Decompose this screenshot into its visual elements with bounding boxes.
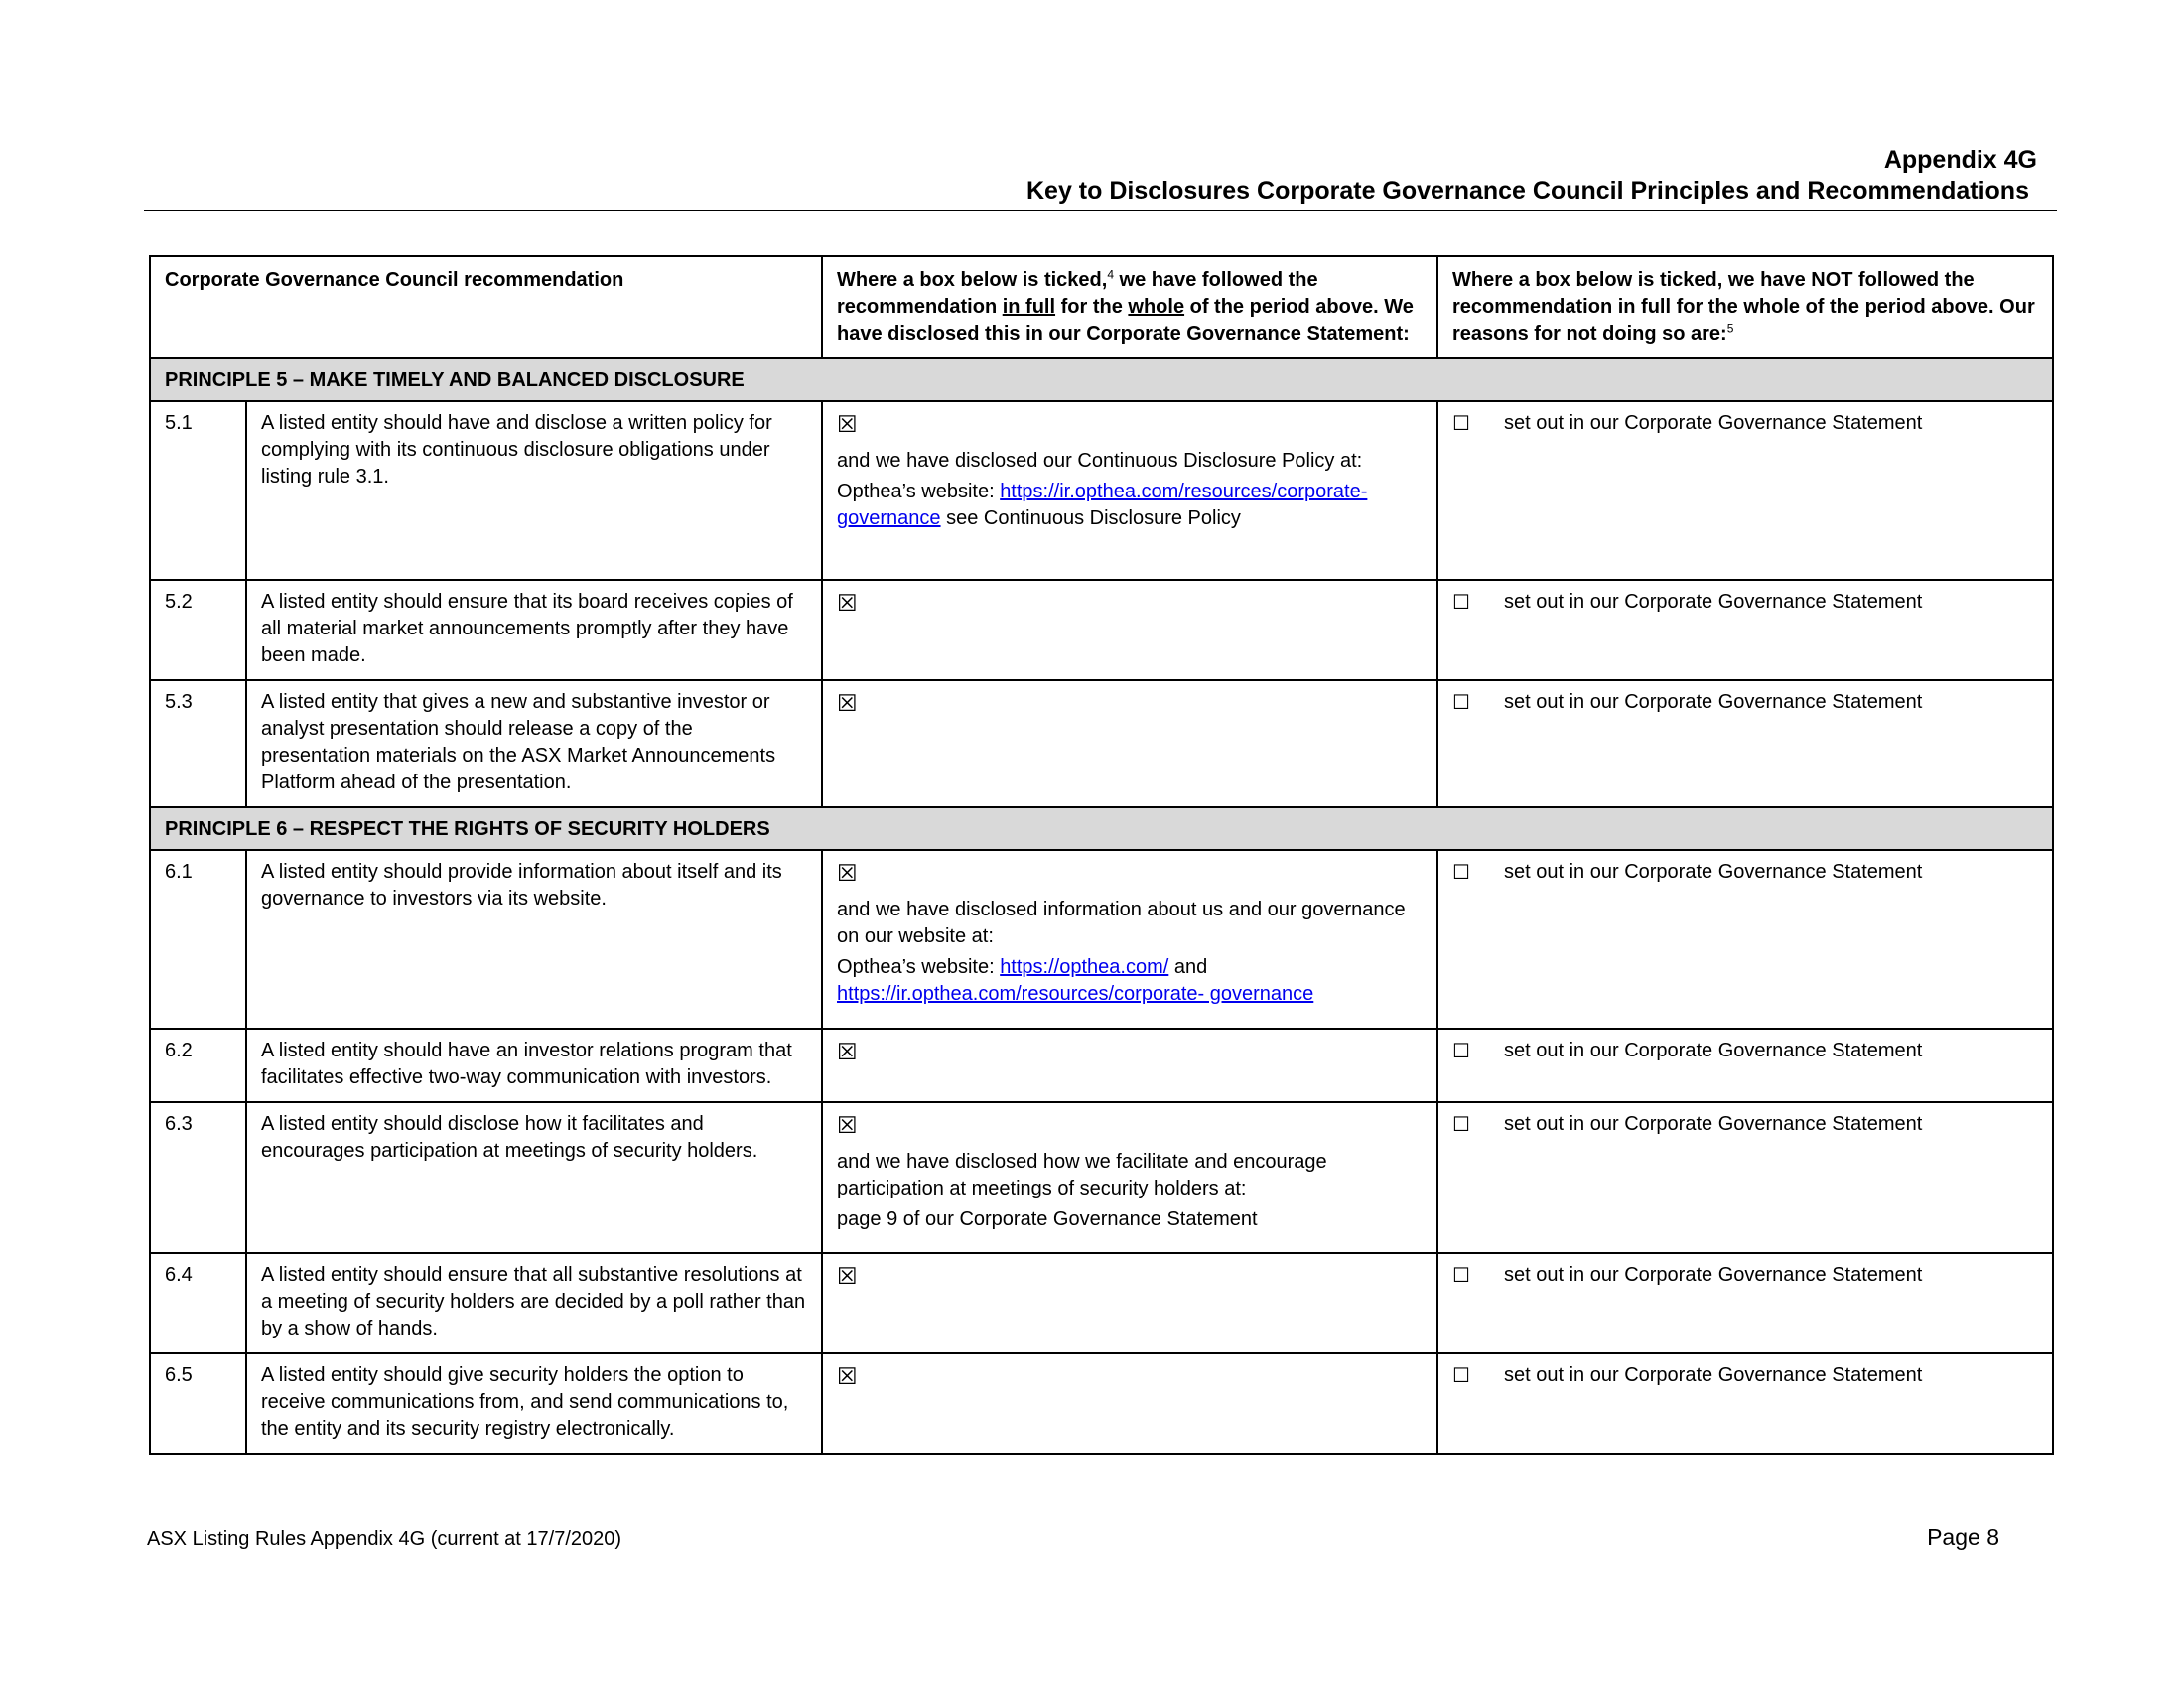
- not-followed-cell: [1437, 1029, 2053, 1102]
- rec-number: 5.1: [150, 401, 246, 580]
- not-followed-cell: [1437, 1102, 2053, 1253]
- header-divider: [144, 210, 2057, 211]
- website-link[interactable]: https://opthea.com/: [1000, 956, 1169, 978]
- not-followed-cell: [1437, 680, 2053, 807]
- page-header: [1026, 145, 2037, 207]
- unchecked-box-icon[interactable]: ☐: [1452, 1112, 1470, 1136]
- not-followed-text: set out in our Corporate Governance Statement: [1504, 1364, 1923, 1386]
- rec-text: A listed entity that gives a new and substantive investor or analyst presentation should release a copy of the presentation materials on the ASX Market Announcements Platform ahead of the presentation.: [246, 680, 822, 807]
- disclosure-location: page 9 of our Corporate Governance Statement: [837, 1208, 1258, 1230]
- rec-number: 6.1: [150, 850, 246, 1029]
- followed-cell: [822, 850, 1437, 1029]
- not-followed-cell: [1437, 1353, 2053, 1454]
- followed-cell: [822, 680, 1437, 807]
- disclosure-note: and we have disclosed how we facilitate and encourage participation at meetings of security holders at:: [837, 1151, 1327, 1199]
- not-followed-text: set out in our Corporate Governance Statement: [1504, 861, 1923, 883]
- table-row: [150, 580, 2053, 680]
- not-followed-text: set out in our Corporate Governance Statement: [1504, 1264, 1923, 1286]
- rec-number: 5.2: [150, 580, 246, 680]
- table-row: [150, 850, 2053, 1029]
- followed-cell: [822, 1102, 1437, 1253]
- followed-cell: [822, 1353, 1437, 1454]
- table-row: [150, 1102, 2053, 1253]
- not-followed-text: set out in our Corporate Governance Statement: [1504, 412, 1923, 434]
- rec-text: A listed entity should ensure that all substantive resolutions at a meeting of security holders are decided by a poll rather than by a show of hands.: [246, 1253, 822, 1353]
- principle-row: [150, 807, 2053, 850]
- checked-box-icon[interactable]: ☒: [837, 861, 858, 887]
- rec-number: 5.3: [150, 680, 246, 807]
- table-header-row: [150, 256, 2053, 358]
- followed-cell: [822, 1253, 1437, 1353]
- rec-text: A listed entity should disclose how it facilitates and encourages participation at meetings of security holders.: [246, 1102, 822, 1253]
- governance-table: [149, 255, 2054, 1455]
- disclosure-note: and we have disclosed information about us and our governance on our website at:: [837, 899, 1406, 947]
- not-followed-cell: [1437, 850, 2053, 1029]
- disclosure-location: Opthea’s website: https://opthea.com/ and https://ir.opthea.com/resources/corporate- governance: [837, 956, 1314, 1005]
- rec-text: A listed entity should ensure that its board receives copies of all material market announcements promptly after they have been made.: [246, 580, 822, 680]
- unchecked-box-icon[interactable]: ☐: [1452, 1363, 1470, 1387]
- principle-6-heading: PRINCIPLE 6 – RESPECT THE RIGHTS OF SECURITY HOLDERS: [150, 807, 2053, 850]
- not-followed-cell: [1437, 580, 2053, 680]
- checked-box-icon[interactable]: ☒: [837, 691, 858, 717]
- not-followed-text: set out in our Corporate Governance Statement: [1504, 591, 1923, 613]
- followed-cell: [822, 1029, 1437, 1102]
- not-followed-text: set out in our Corporate Governance Statement: [1504, 1040, 1923, 1061]
- unchecked-box-icon[interactable]: ☐: [1452, 1039, 1470, 1062]
- header-followed: Where a box below is ticked,$^4$ we have followed the recommendation in full for the whole of the period above. We have disclosed this in our Corporate Governance Statement:: [822, 256, 1437, 358]
- rec-number: 6.5: [150, 1353, 246, 1454]
- header-not-followed: Where a box below is ticked, we have NOT followed the recommendation in full for the whole of the period above. Our reasons for not doing so are:$^5$: [1437, 256, 2053, 358]
- unchecked-box-icon[interactable]: ☐: [1452, 411, 1470, 435]
- unchecked-box-icon[interactable]: ☐: [1452, 860, 1470, 884]
- disclosure-note: and we have disclosed our Continuous Disclosure Policy at:: [837, 450, 1363, 472]
- table-row: [150, 1029, 2053, 1102]
- checked-box-icon[interactable]: ☒: [837, 591, 858, 617]
- checked-box-icon[interactable]: ☒: [837, 412, 858, 438]
- checked-box-icon[interactable]: ☒: [837, 1364, 858, 1390]
- not-followed-text: set out in our Corporate Governance Statement: [1504, 1113, 1923, 1135]
- table-row: [150, 401, 2053, 580]
- page-number: Page 8: [1927, 1524, 1999, 1550]
- rec-number: 6.3: [150, 1102, 246, 1253]
- document-subtitle: Key to Disclosures Corporate Governance Council Principles and Recommendations: [1026, 177, 2029, 205]
- table-row: [150, 1253, 2053, 1353]
- unchecked-box-icon[interactable]: ☐: [1452, 1263, 1470, 1287]
- rec-text: A listed entity should have and disclose a written policy for complying with its continuous disclosure obligations under listing rule 3.1.: [246, 401, 822, 580]
- table-row: [150, 680, 2053, 807]
- governance-link[interactable]: https://ir.opthea.com/resources/corporate- governance: [837, 983, 1314, 1005]
- rec-number: 6.4: [150, 1253, 246, 1353]
- appendix-title: Appendix 4G: [1883, 146, 2037, 174]
- rec-text: A listed entity should have an investor relations program that facilitates effective two-way communication with investors.: [246, 1029, 822, 1102]
- unchecked-box-icon[interactable]: ☐: [1452, 590, 1470, 614]
- checked-box-icon[interactable]: ☒: [837, 1264, 858, 1290]
- header-recommendation: Corporate Governance Council recommendation: [150, 256, 822, 358]
- rec-text: A listed entity should provide information about itself and its governance to investors via its website.: [246, 850, 822, 1029]
- not-followed-cell: [1437, 401, 2053, 580]
- checked-box-icon[interactable]: ☒: [837, 1113, 858, 1139]
- followed-cell: [822, 401, 1437, 580]
- not-followed-text: set out in our Corporate Governance Statement: [1504, 691, 1923, 713]
- governance-link[interactable]: https://ir.opthea.com/resources/corporate-governance: [837, 481, 1368, 529]
- not-followed-cell: [1437, 1253, 2053, 1353]
- rec-text: A listed entity should give security holders the option to receive communications from, and send communications to, the entity and its security registry electronically.: [246, 1353, 822, 1454]
- disclosure-location: Opthea’s website: https://ir.opthea.com/resources/corporate-governance see Continuous Disclosure Policy: [837, 481, 1368, 529]
- principle-5-heading: PRINCIPLE 5 – MAKE TIMELY AND BALANCED DISCLOSURE: [150, 358, 2053, 401]
- table-row: [150, 1353, 2053, 1454]
- rec-number: 6.2: [150, 1029, 246, 1102]
- footer-source: ASX Listing Rules Appendix 4G (current at 17/7/2020): [147, 1528, 622, 1550]
- followed-cell: [822, 580, 1437, 680]
- checked-box-icon[interactable]: ☒: [837, 1040, 858, 1065]
- principle-row: [150, 358, 2053, 401]
- unchecked-box-icon[interactable]: ☐: [1452, 690, 1470, 714]
